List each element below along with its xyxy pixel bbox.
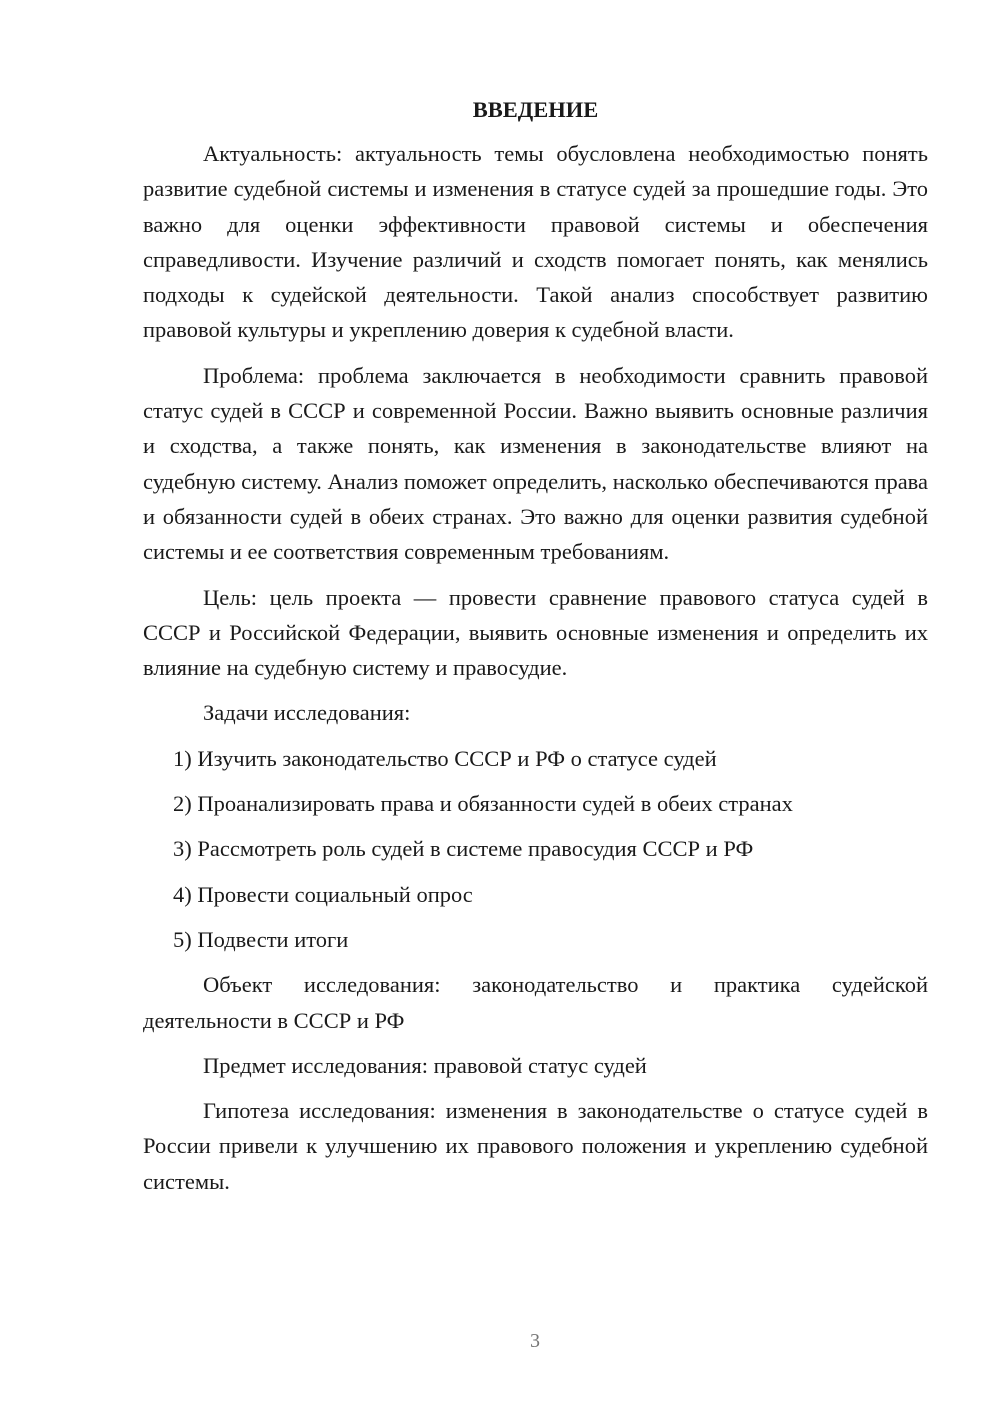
problem-paragraph: Проблема: проблема заключается в необходимости сравнить правовой статус судей в СССР и современной России. Важно выявить основные различия и сходства, а также понять, как изменения в законодательстве влияют на судебную систему. Анализ поможет определить, насколько обеспечиваются права и обязанности судей в обеих странах. Это важно для оценки развития судебной системы и ее соответствия современным требованиям. — [143, 362, 928, 565]
task-item: 1) Изучить законодательство СССР и РФ о статусе судей — [173, 745, 717, 771]
task-item: 3) Рассмотреть роль судей в системе правосудия СССР и РФ — [173, 836, 754, 862]
task-item: 4) Провести социальный опрос — [173, 881, 473, 907]
section-title: ВВЕДЕНИЕ — [472, 97, 599, 122]
task-item: 5) Подвести итоги — [173, 926, 349, 952]
subject-paragraph: Предмет исследования: правовой статус судей — [203, 1052, 647, 1078]
hypothesis-paragraph: Гипотеза исследования: изменения в законодательстве о статусе судей в России привели к улучшению их правового положения и укреплению судебной системы. — [143, 1098, 928, 1194]
document-page — [143, 92, 928, 1209]
page-number: 3 — [530, 1330, 540, 1352]
relevance-paragraph: Актуальность: актуальность темы обусловлена необходимостью понять развитие судебной системы и изменения в статусе судей за прошедшие годы. Это важно для оценки эффективности правовой системы и обеспечения справедливости. Изучение различий и сходств помогает понять, как менялись подходы к судейской деятельности. Такой анализ способствует развитию правовой культуры и укреплению доверия к судебной власти. — [143, 141, 928, 343]
task-item: 2) Проанализировать права и обязанности судей в обеих странах — [173, 791, 793, 817]
tasks-list — [143, 741, 928, 957]
object-paragraph: Объект исследования: законодательство и практика судейской деятельности в СССР и РФ — [143, 972, 928, 1033]
goal-paragraph: Цель: цель проекта — провести сравнение правового статуса судей в СССР и Российской Федерации, выявить основные изменения и определить их влияние на судебную систему и правосудие. — [143, 584, 928, 681]
tasks-heading: Задачи исследования: — [203, 700, 411, 726]
